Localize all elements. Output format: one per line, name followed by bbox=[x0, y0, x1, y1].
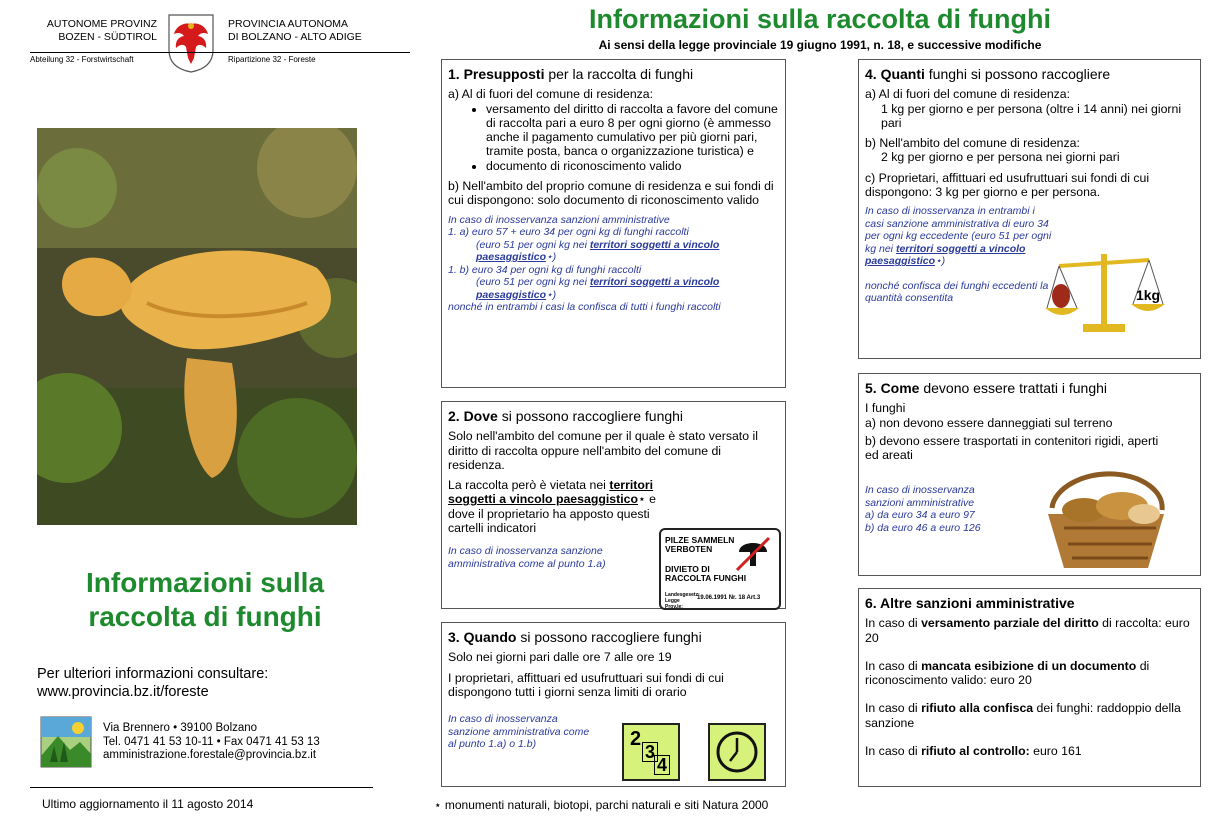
footnote: ⋆ monumenti naturali, biotopi, parchi naturali e siti Natura 2000 bbox=[434, 798, 769, 812]
header-divider bbox=[30, 52, 410, 53]
link-vincolo-2[interactable]: territori soggetti a vincolo paesaggistico bbox=[476, 276, 720, 301]
main-subtitle: Ai sensi della legge provinciale 19 giugno 1991, n. 18, e successive modifiche bbox=[598, 38, 1042, 52]
s3-sanctions: In caso di inosservanza sanzione amministrativa come al punto 1.a) o 1.b) bbox=[448, 713, 590, 751]
s5-intro: I funghi bbox=[865, 401, 906, 416]
header-de-line2: BOZEN - SÜDTIROL bbox=[58, 31, 157, 43]
contact-phone: Tel. 0471 41 53 10-11 • Fax 0471 41 53 13 bbox=[103, 735, 320, 748]
s2-paragraph-1: Solo nell'ambito del comune per il quale è stato versato il diritto di raccolta oppure nell'ambito del comune di residenza. bbox=[448, 429, 758, 472]
crossed-mushroom-icon bbox=[733, 534, 773, 574]
forestry-logo-icon bbox=[40, 716, 92, 768]
s3-paragraph-1: Solo nei giorni pari dalle ore 7 alle ore 19 bbox=[448, 650, 672, 665]
more-info bbox=[37, 665, 367, 701]
s4-item-a-detail: 1 kg per giorno e per persona (oltre i 14 anni) nei giorni pari bbox=[881, 101, 1182, 130]
contact-email[interactable]: amministrazione.forestale@provincia.bz.it bbox=[103, 749, 317, 761]
website-link[interactable]: www.provincia.bz.it/foreste bbox=[37, 684, 209, 700]
link-vincolo-1[interactable]: territori soggetti a vincolo paesaggistico bbox=[476, 238, 720, 264]
s1-item-b: b) Nell'ambito del proprio comune di residenza e sui fondi di cui dispongono: solo documento di riconoscimento valido bbox=[448, 179, 774, 208]
no-mushroom-picking-sign: PILZE SAMMELN VERBOTEN DIVIETO DI RACCOLTA FUNGHI Landesgesetz: Legge Prov.le: 19.06.1991 Nr. 18 Art.3 bbox=[659, 528, 781, 610]
left-title bbox=[30, 566, 380, 634]
s5-sanctions: In caso di inosservanza sanzioni amministrative a) da euro 34 a euro 97 b) da euro 46 a euro 126 bbox=[865, 484, 981, 534]
section-4-title: 4. Quanti funghi si possono raccogliere bbox=[865, 66, 1111, 82]
section-5-title: 5. Come devono essere trattati i funghi bbox=[865, 380, 1108, 396]
s3-paragraph-2: I proprietari, affittuari ed usufruttuari sui fondi di cui dispongono tutti i giorni senza limiti di orario bbox=[448, 670, 724, 699]
header-italian bbox=[228, 18, 388, 44]
scale-icon bbox=[1043, 248, 1167, 340]
s1-bullet-2: • documento di riconoscimento valido bbox=[486, 159, 779, 173]
s4-item-b: b) Nell'ambito del comune di residenza: bbox=[865, 136, 1080, 151]
s1-sanctions: In caso di inosservanza sanzioni amministrative 1. a) euro 57 + euro 34 per ogni kg di funghi raccolti (euro 51 per ogni kg nei territori soggetti a vincolo paesaggistico⋆) 1. b) euro 34 per ogni kg di funghi raccolti (euro 51 per ogni kg nei territori soggetti a vincolo paesaggistico⋆) nonché in entrambi i casi la confisca di tutti i funghi raccolti bbox=[448, 213, 721, 314]
left-title-line2: raccolta di funghi bbox=[88, 601, 322, 632]
s6-paragraph-1: In caso di versamento parziale del diritto di raccolta: euro 20 bbox=[865, 616, 1190, 645]
header-it-line2: DI BOLZANO - ALTO ADIGE bbox=[228, 31, 362, 43]
section-3-title: 3. Quando si possono raccogliere funghi bbox=[448, 629, 702, 645]
s1-bullet-1: • versamento del diritto di raccolta a favore del comune di raccolta pari a euro 8 per ogni giorno (è ammesso anche il pagamento cumulativo per più giorni pari, tramite posta, banca o organizzazione turistica) e bbox=[486, 102, 779, 159]
s4-item-c: c) Proprietari, affittuari ed usufruttuari sui fondi di cui dispongono: 3 kg per giorno e per persona. bbox=[865, 170, 1150, 200]
even-days-calendar-icon: 2 3 4 bbox=[622, 723, 680, 781]
header-it-line1: PROVINCIA AUTONOMA bbox=[228, 18, 348, 30]
tyrol-eagle-coat-of-arms-icon bbox=[166, 12, 216, 74]
s2-sanctions: In caso di inosservanza sanzione amministrativa come al punto 1.a) bbox=[448, 545, 606, 570]
s6-paragraph-3: In caso di rifiuto alla confisca dei funghi: raddoppio della sanzione bbox=[865, 701, 1181, 730]
section-1-title: 1. Presupposti per la raccolta di funghi bbox=[448, 66, 694, 82]
footer-divider bbox=[30, 787, 373, 788]
more-info-text: Per ulteriori informazioni consultare: bbox=[37, 666, 269, 682]
section-altre-sanzioni bbox=[858, 588, 1201, 787]
main-title: Informazioni sulla raccolta di funghi bbox=[588, 4, 1052, 34]
section-6-title: 6. Altre sanzioni amministrative bbox=[865, 595, 1075, 611]
svg-text:1kg: 1kg bbox=[1135, 287, 1161, 303]
section-2-title: 2. Dove si possono raccogliere funghi bbox=[448, 408, 684, 424]
s4-item-b-detail: 2 kg per giorno e per persona nei giorni pari bbox=[881, 150, 1120, 165]
left-title-line1: Informazioni sulla bbox=[85, 567, 325, 598]
section-presupposti bbox=[441, 59, 786, 388]
s5-item-a: a) non devono essere danneggiati sul terreno bbox=[865, 415, 1113, 430]
s6-paragraph-2: In caso di mancata esibizione di un documento di riconoscimento valido: euro 20 bbox=[865, 658, 1150, 688]
clock-icon bbox=[708, 723, 766, 781]
header-it-department: Ripartizione 32 - Foreste bbox=[228, 55, 316, 64]
s4-item-a: a) Al di fuori del comune di residenza: bbox=[865, 87, 1071, 102]
chanterelle-mushroom-photo bbox=[37, 128, 357, 525]
contact-block bbox=[103, 722, 383, 763]
header-de-line1: AUTONOME PROVINZ bbox=[46, 18, 157, 30]
s4-sanctions: In caso di inosservanza in entrambi i casi sanzione amministrativa di euro 34 per ogni kg eccedente (euro 51 per ogni kg nei territori soggetti a vincolo paesaggistico⋆) nonché confisca dei funghi eccedenti la quantità consentita bbox=[865, 205, 1052, 305]
link-vincolo-3[interactable]: territori soggetti a vincolo paesaggistico bbox=[865, 242, 1026, 268]
s2-paragraph-2: La raccolta però è vietata nei territori soggetti a vincolo paesaggistico⋆ e dove il proprietario ha apposto questi cartelli indicatori bbox=[448, 478, 656, 536]
mushroom-basket-icon bbox=[1044, 468, 1170, 572]
contact-address: Via Brennero • 39100 Bolzano bbox=[103, 722, 258, 734]
s1-item-a: a) Al di fuori del comune di residenza: bbox=[448, 87, 654, 102]
header-german bbox=[30, 18, 157, 44]
s6-paragraph-4: In caso di rifiuto al controllo: euro 161 bbox=[865, 744, 1082, 759]
s5-item-b: b) devono essere trasportati in contenitori rigidi, aperti ed areati bbox=[865, 433, 1159, 463]
header-de-department: Abteilung 32 - Forstwirtschaft bbox=[30, 55, 134, 64]
last-updated: Ultimo aggiornamento il 11 agosto 2014 bbox=[42, 797, 254, 811]
